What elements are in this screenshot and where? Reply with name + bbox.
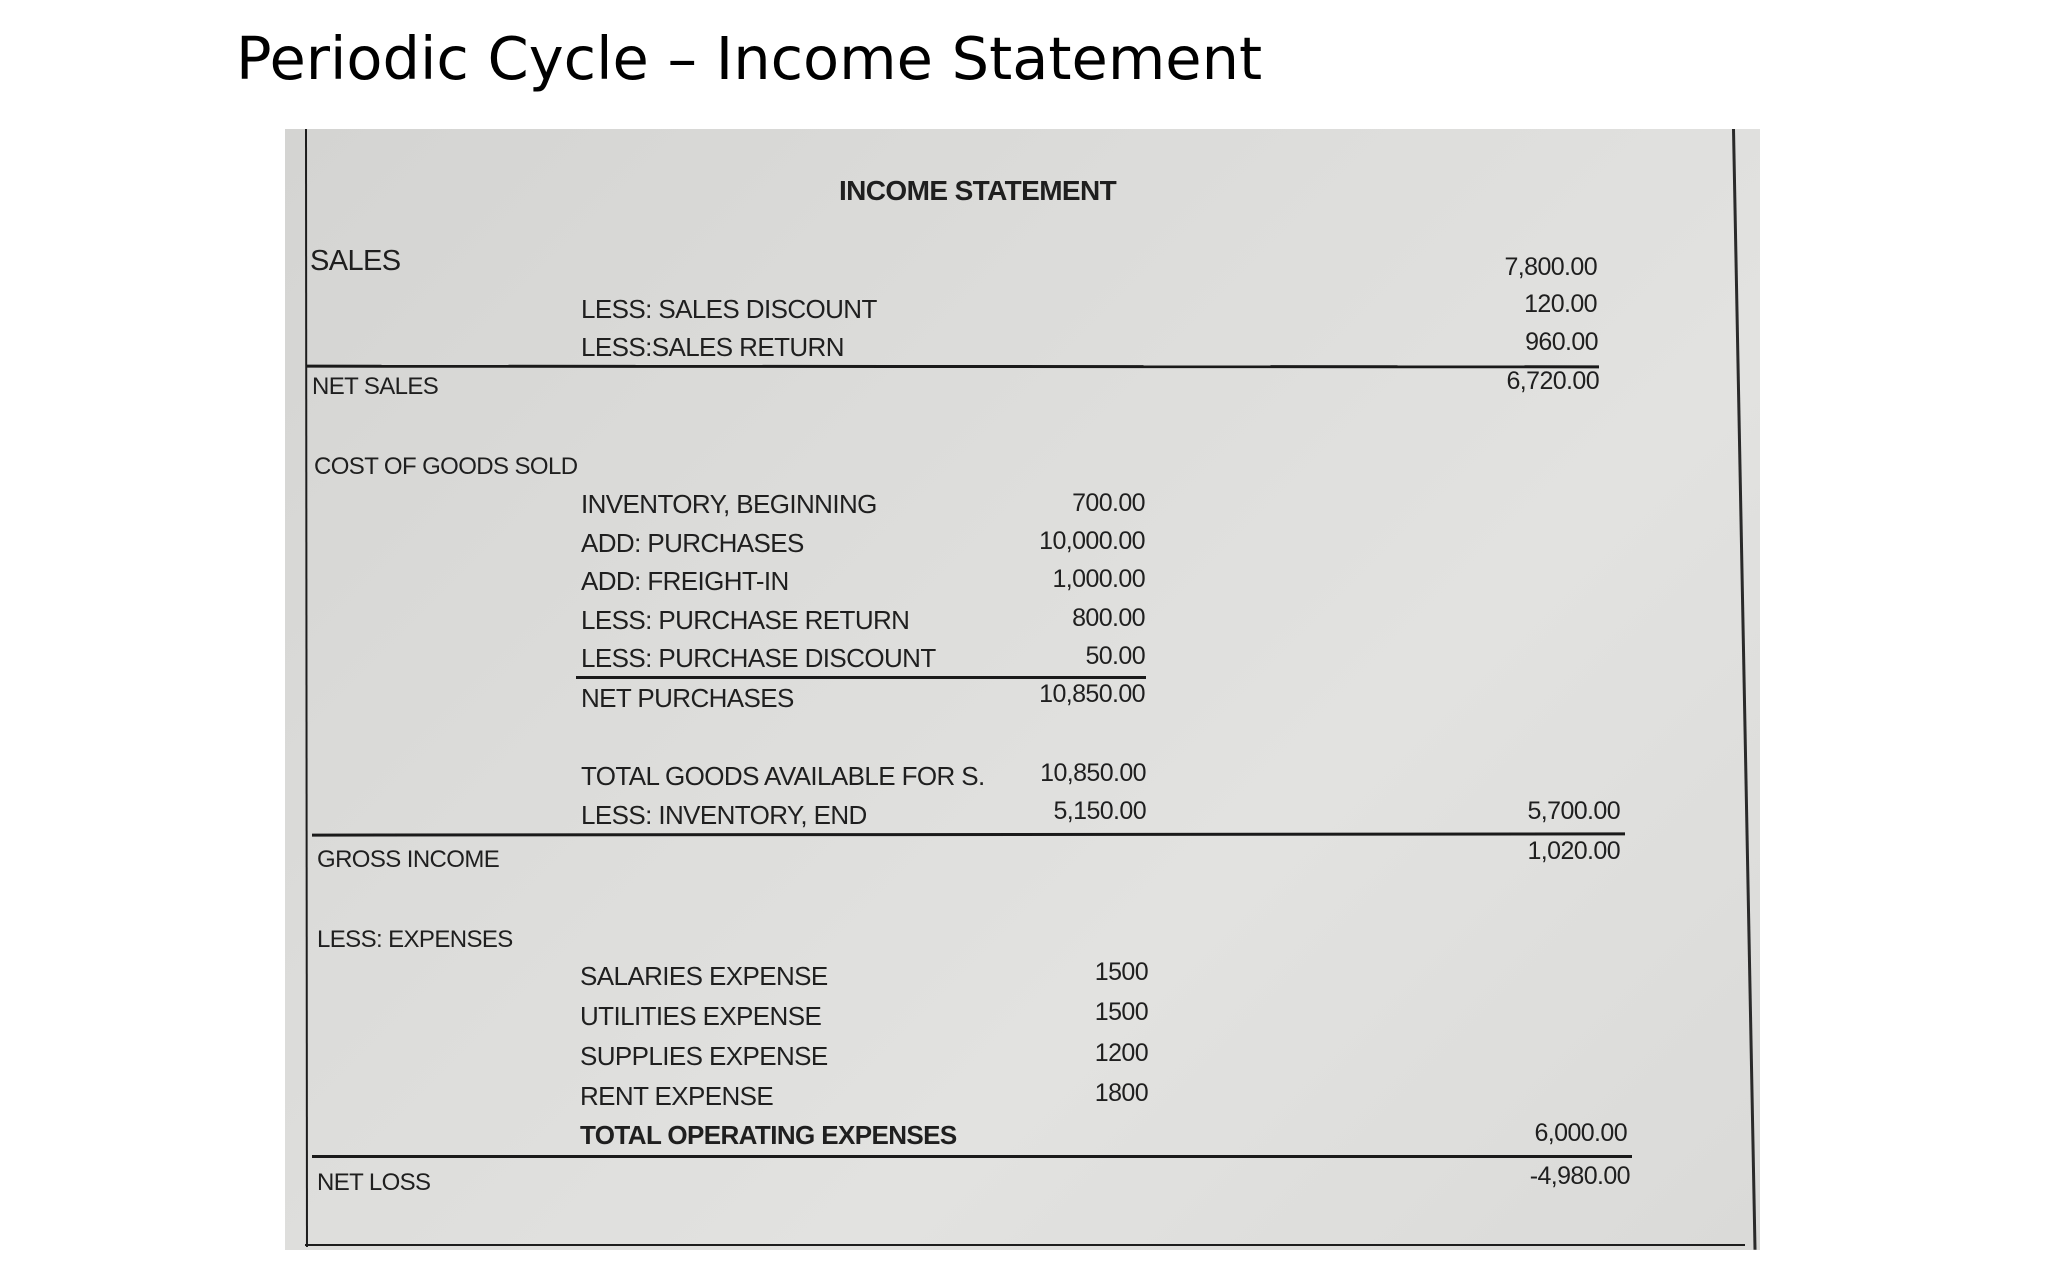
net-purchases-amount: 10,850.00 [1039, 680, 1145, 708]
total-expenses-label: TOTAL OPERATING EXPENSES [580, 1120, 957, 1150]
paper-edge-left [305, 129, 308, 1247]
expense-item-amount: 1500 [1094, 958, 1148, 986]
sales-return-amount: 960.00 [1525, 328, 1598, 356]
cogs-item-amount: 800.00 [1072, 604, 1145, 632]
net-purchases-label: NET PURCHASES [581, 683, 794, 713]
net-sales-rule [307, 365, 1599, 369]
expense-item-label: SALARIES EXPENSE [580, 961, 828, 991]
sales-discount-label: LESS: SALES DISCOUNT [581, 294, 877, 324]
sales-return-label: LESS:SALES RETURN [581, 332, 844, 362]
slide-title: Periodic Cycle – Income Statement [236, 24, 1263, 93]
total-expenses-amount: 6,000.00 [1534, 1119, 1627, 1147]
net-loss-label: NET LOSS [317, 1169, 431, 1196]
expense-item-label: UTILITIES EXPENSE [580, 1001, 822, 1031]
gross-income-rule [312, 832, 1625, 836]
income-statement-photo [285, 129, 1760, 1250]
net-sales-label: NET SALES [312, 373, 439, 400]
cogs-label: COST OF GOODS SOLD [314, 453, 578, 480]
cogs-item-label: LESS: PURCHASE RETURN [581, 605, 910, 635]
expense-item-amount: 1200 [1094, 1039, 1148, 1067]
gross-income-label: GROSS INCOME [317, 846, 500, 873]
net-loss-rule [312, 1155, 1632, 1158]
net-loss-amount: -4,980.00 [1529, 1162, 1630, 1190]
cogs-item-label: LESS: PURCHASE DISCOUNT [581, 643, 936, 673]
sales-label: SALES [310, 245, 401, 277]
cogs-item-label: ADD: PURCHASES [581, 528, 804, 558]
paper-edge-bottom [305, 1244, 1745, 1246]
paper-edge-right [1732, 129, 1757, 1250]
cogs-item-label: ADD: FREIGHT-IN [581, 566, 789, 596]
inventory-end-label: LESS: INVENTORY, END [581, 800, 867, 830]
cogs-item-label: INVENTORY, BEGINNING [581, 489, 877, 519]
cogs-total-amount: 5,700.00 [1527, 797, 1620, 825]
cogs-item-amount: 10,000.00 [1039, 527, 1145, 555]
statement-heading: INCOME STATEMENT [839, 175, 1117, 206]
sales-discount-amount: 120.00 [1524, 290, 1597, 318]
expense-item-amount: 1800 [1094, 1079, 1148, 1107]
total-goods-label: TOTAL GOODS AVAILABLE FOR S. [581, 761, 985, 791]
expenses-label: LESS: EXPENSES [317, 926, 513, 953]
sales-amount: 7,800.00 [1504, 253, 1597, 281]
gross-income-amount: 1,020.00 [1527, 837, 1620, 865]
cogs-item-amount: 1,000.00 [1052, 565, 1145, 593]
total-goods-amount: 10,850.00 [1040, 759, 1146, 787]
inventory-end-amount: 5,150.00 [1053, 797, 1146, 825]
cogs-item-amount: 700.00 [1072, 489, 1145, 517]
cogs-item-amount: 50.00 [1085, 642, 1145, 670]
expense-item-label: RENT EXPENSE [580, 1081, 774, 1111]
expense-item-label: SUPPLIES EXPENSE [580, 1041, 828, 1071]
net-purchases-rule [576, 676, 1146, 679]
expense-item-amount: 1500 [1094, 998, 1148, 1026]
net-sales-amount: 6,720.00 [1506, 367, 1599, 395]
